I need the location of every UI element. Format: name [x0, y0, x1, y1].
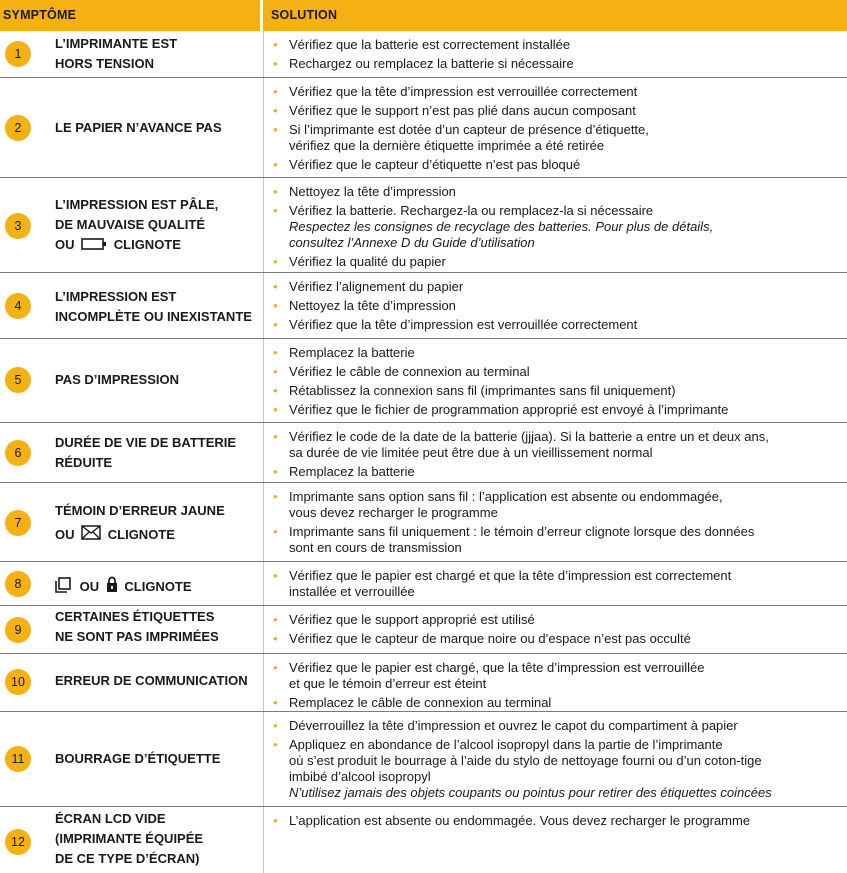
list-item: • Remplacez le câble de connexion au terminal [271, 695, 705, 711]
table-row-5 [0, 339, 847, 423]
row-number-badge: 6 [5, 440, 31, 466]
symptom-text: TÉMOIN D’ERREUR JAUNE OU CLIGNOTE [55, 499, 225, 548]
list-item: N’utilisez jamais des objets coupants ou pointus pour retirer des étiquettes coincées [289, 785, 772, 800]
solution-list [271, 568, 731, 603]
battery-icon [81, 236, 107, 256]
header-solution-label: SOLUTION [271, 8, 338, 22]
symptom-text: ÉCRAN LCD VIDE (IMPRIMANTE ÉQUIPÉE DE CE TYPE D’ÉCRAN) [55, 811, 204, 866]
list-item: • Vérifiez que la tête d’impression est verrouillée correctement [271, 84, 649, 100]
row-number-badge: 1 [5, 41, 31, 67]
symptom-text: L’IMPRESSION EST INCOMPLÈTE OU INEXISTANTE [55, 289, 252, 324]
symptom-text: BOURRAGE D’ÉTIQUETTE [55, 751, 221, 766]
solution-list [271, 37, 574, 75]
list-item: • Rechargez ou remplacez la batterie si nécessaire [271, 56, 574, 72]
symptom-text: ERREUR DE COMMUNICATION [55, 673, 248, 688]
solution-list [271, 345, 728, 421]
list-item: Respectez les consignes de recyclage des batteries. Pour plus de détails, [289, 219, 714, 234]
row-number-badge: 4 [5, 293, 31, 319]
table-row-6 [0, 423, 847, 483]
row-number-badge: 10 [5, 669, 31, 695]
table-row-12 [0, 807, 847, 873]
symptom-text: OU CLIGNOTE [55, 576, 192, 599]
list-item: • Vérifiez la qualité du papier [271, 254, 713, 270]
list-item: • Remplacez la batterie [271, 345, 728, 361]
table-row-8 [0, 562, 847, 606]
list-item: • Vérifiez que le capteur de marque noire ou d’espace n’est pas occulté [271, 631, 691, 647]
row-number-badge: 9 [5, 617, 31, 643]
list-item: • Imprimante sans option sans fil : l’application est absente ou endommagée, [271, 489, 754, 505]
solution-list [271, 279, 637, 336]
row-number-badge: 11 [5, 746, 31, 772]
list-item: vous devez recharger le programme [289, 505, 498, 520]
list-item: et que le témoin d’erreur est éteint [289, 676, 487, 691]
list-item: sa durée de vie limitée peut être due à un vieillissement normal [289, 445, 653, 460]
symptom-text: L’IMPRIMANTE EST HORS TENSION [55, 36, 178, 71]
list-item: • Vérifiez que le papier est chargé, que la tête d’impression est verrouillée [271, 660, 705, 676]
table-row-3 [0, 178, 847, 273]
list-item: imbibé d’alcool isopropyl [289, 769, 431, 784]
list-item: • Rétablissez la connexion sans fil (imprimantes sans fil uniquement) [271, 383, 728, 399]
header-symptom-label: SYMPTÔME [3, 8, 77, 22]
list-item: • Vérifiez que le fichier de programmation approprié est envoyé à l’imprimante [271, 402, 728, 418]
solution-list [271, 429, 769, 483]
row-number-badge: 5 [5, 367, 31, 393]
solution-list [271, 84, 649, 176]
list-item: • Remplacez la batterie [271, 464, 769, 480]
list-item: • Nettoyez la tête d’impression [271, 298, 637, 314]
list-item: • Déverrouillez la tête d’impression et ouvrez le capot du compartiment à papier [271, 718, 772, 734]
table-row-10 [0, 654, 847, 712]
solution-list [271, 612, 691, 650]
row-number-badge: 2 [5, 115, 31, 141]
list-item: • Vérifiez que le papier est chargé et que la tête d’impression est correctement [271, 568, 731, 584]
list-item: • Vérifiez que le capteur d’étiquette n’est pas bloqué [271, 157, 649, 173]
list-item: • Si l’imprimante est dotée d’un capteur de présence d’étiquette, [271, 122, 649, 138]
list-item: sont en cours de transmission [289, 540, 462, 555]
symptom-text: L’IMPRESSION EST PÂLE, DE MAUVAISE QUALITÉ OU CLIGNOTE [55, 195, 218, 256]
list-item: • Vérifiez le câble de connexion au terminal [271, 364, 728, 380]
table-row-7 [0, 483, 847, 562]
list-item: • Vérifiez le code de la date de la batterie (jjjaa). Si la batterie a entre un et deux ans, [271, 429, 769, 445]
symptom-text: LE PAPIER N’AVANCE PAS [55, 120, 222, 135]
solution-list [271, 660, 705, 714]
list-item: où s’est produit le bourrage à l’aide du stylo de nettoyage fourni ou d’un coton-tige [289, 753, 762, 768]
table-row-2 [0, 78, 847, 178]
list-item: • Vérifiez que le support approprié est utilisé [271, 612, 691, 628]
symptom-text: DURÉE DE VIE DE BATTERIE RÉDUITE [55, 435, 237, 470]
row-number-badge: 7 [5, 510, 31, 536]
table-header [0, 0, 847, 31]
row-number-badge: 8 [5, 571, 31, 597]
symptom-text: CERTAINES ÉTIQUETTES NE SONT PAS IMPRIMÉES [55, 609, 219, 644]
list-item: • Imprimante sans fil uniquement : le témoin d’erreur clignote lorsque des données [271, 524, 754, 540]
list-item: installée et verrouillée [289, 584, 415, 599]
solution-list [271, 813, 750, 832]
list-item: consultez l’Annexe D du Guide d’utilisation [289, 235, 535, 250]
solution-list [271, 489, 754, 559]
list-item: • Vérifiez que la tête d’impression est verrouillée correctement [271, 317, 637, 333]
table-row-11 [0, 712, 847, 807]
list-item: • Appliquez en abondance de l’alcool isopropyl dans la partie de l’imprimante [271, 737, 772, 753]
row-number-badge: 12 [5, 829, 31, 855]
table-row-1 [0, 31, 847, 78]
list-item: • Vérifiez que la batterie est correctement installée [271, 37, 574, 53]
solution-list [271, 718, 772, 804]
table-row-9 [0, 606, 847, 654]
symptom-text: PAS D’IMPRESSION [55, 372, 180, 387]
list-item: vérifiez que la dernière étiquette imprimée a été retirée [289, 138, 605, 153]
list-item: • Vérifiez que le support n’est pas plié dans aucun composant [271, 103, 649, 119]
solution-list [271, 184, 713, 273]
list-item: • L’application est absente ou endommagée. Vous devez recharger le programme [271, 813, 750, 829]
list-item: • Vérifiez la batterie. Rechargez-la ou remplacez-la si nécessaire [271, 203, 713, 219]
table-row-4 [0, 273, 847, 339]
list-item: • Nettoyez la tête d’impression [271, 184, 713, 200]
row-number-badge: 3 [5, 213, 31, 239]
copy-pages-icon [55, 577, 71, 599]
padlock-icon [106, 576, 118, 599]
list-item: • Vérifiez l’alignement du papier [271, 279, 637, 295]
envelope-icon [81, 524, 101, 548]
